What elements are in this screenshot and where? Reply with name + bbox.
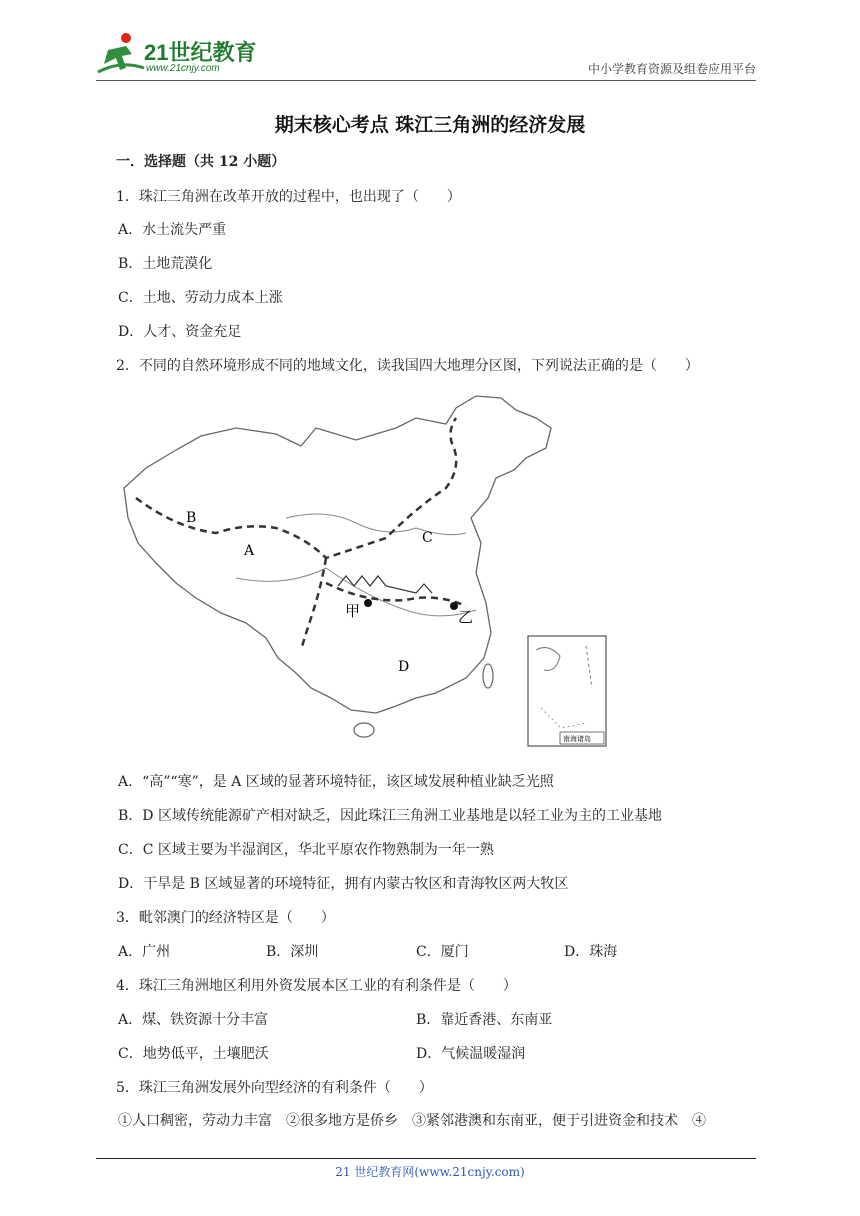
logo-url-text: www.21cnjy.com [146,63,220,74]
page-title: 期末核心考点 珠江三角洲的经济发展 [274,114,586,136]
header-divider [96,80,756,81]
question-4-option-c[interactable]: C．地势低平，土壤肥沃 [118,1046,269,1062]
question-2-stem: 2．不同的自然环境形成不同的地域文化，读我国四大地理分区图，下列说法正确的是（ ） [116,358,699,374]
question-1-option-a[interactable]: A．水土流失严重 [118,222,227,238]
question-4-option-d[interactable]: D．气候温暖湿润 [416,1046,526,1062]
question-2-option-a[interactable]: A．“高”“寒”，是 A 区域的显著环境特征，该区域发展种植业缺乏光照 [118,774,554,790]
question-1-option-d[interactable]: D．人才、资金充足 [118,324,242,340]
question-5-stem: 5．珠江三角洲发展外向型经济的有利条件（ ） [116,1080,433,1096]
question-3-option-a[interactable]: A．广州 [118,944,171,960]
runner-logo-icon [96,30,146,78]
question-2-option-c[interactable]: C．C 区域主要为半湿润区，华北平原农作物熟制为一年一熟 [118,842,494,858]
logo-brand-text: 21世纪教育 [144,40,257,65]
question-3-option-c[interactable]: C．厦门 [416,944,469,960]
question-4-option-b[interactable]: B．靠近香港、东南亚 [416,1012,553,1028]
map-label-d: D [398,659,410,675]
map-label-c: C [422,530,433,546]
question-1-option-b[interactable]: B．土地荒漠化 [118,256,213,272]
site-tagline: 中小学教育资源及组卷应用平台 [587,62,756,76]
question-4-stem: 4．珠江三角洲地区利用外资发展本区工业的有利条件是（ ） [116,978,517,994]
question-3-stem: 3．毗邻澳门的经济特区是（ ） [116,910,335,926]
section-heading: 一．选择题（共 12 小题） [116,154,286,170]
question-1-option-c[interactable]: C．土地、劳动力成本上涨 [118,290,283,306]
map-label-b: B [186,510,197,526]
footer-text: 21 世纪教育网(www.21cnjy.com) [335,1165,525,1179]
question-2-option-d[interactable]: D．干旱是 B 区域显著的环境特征，拥有内蒙古牧区和青海牧区两大牧区 [118,876,569,892]
question-3-option-b[interactable]: B．深圳 [266,944,319,960]
point-jia-marker [364,599,372,607]
question-2-option-b[interactable]: B．D 区域传统能源矿产相对缺乏，因此珠江三角洲工业基地是以轻工业为主的工业基地 [118,808,662,824]
footer-divider [96,1158,756,1159]
site-logo [96,30,266,80]
question-4-option-a[interactable]: A．煤、铁资源十分丰富 [118,1012,269,1028]
question-5-items: ①人口稠密，劳动力丰富 ②很多地方是侨乡 ③紧邻港澳和东南亚，便于引进资金和技术 ④ [118,1113,706,1129]
question-3-option-d[interactable]: D．珠海 [564,944,618,960]
map-label-a: A [244,543,255,559]
question-1-stem: 1．珠江三角洲在改革开放的过程中，也出现了（ ） [116,189,461,205]
inset-label: 南海诸岛 [563,735,591,743]
south-sea-inset [528,636,606,746]
map-label-jia: 甲 [345,602,361,620]
map-label-yi: 乙 [458,608,474,626]
china-regions-map [116,388,612,750]
point-yi-marker [450,602,458,610]
